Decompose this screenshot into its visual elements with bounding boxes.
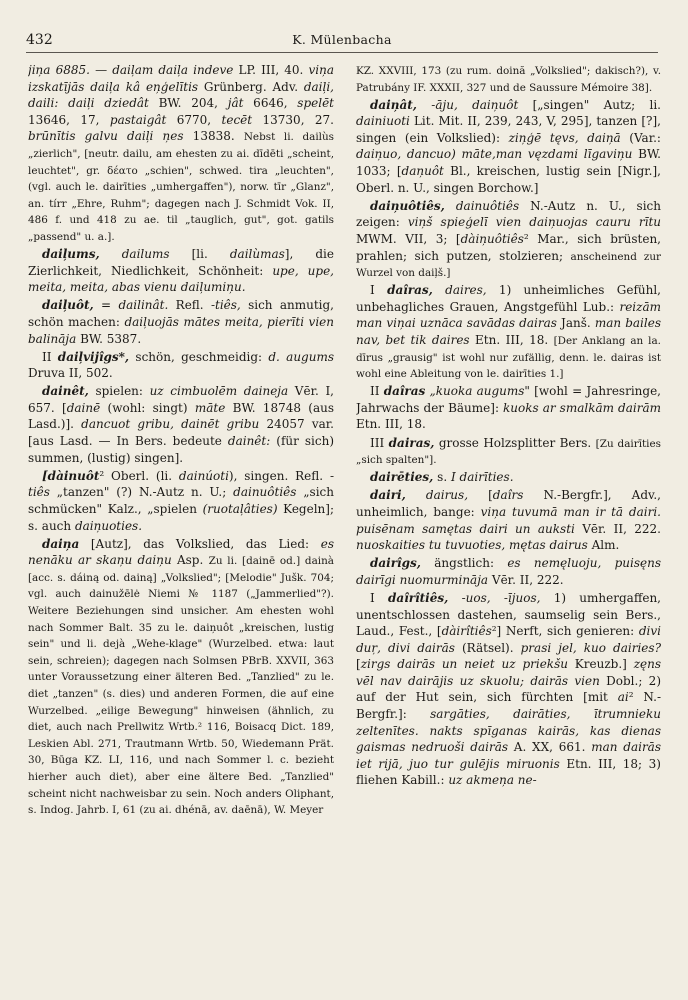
entry-text: grosse Holzsplitter Bers. — [434, 435, 596, 450]
entry-text: I — [370, 590, 389, 605]
entry-text: dailums — [121, 247, 170, 262]
entry-headword: dainêt, — [42, 384, 89, 399]
entry-text: III — [370, 435, 389, 450]
entry-text: (ruotaļâties) — [202, 501, 278, 516]
dictionary-entry — [356, 555, 661, 588]
entry-text — [448, 591, 461, 605]
entry-text: = — [93, 298, 119, 313]
entry-text: daiņuo, dancuo) māte,man vęzdami līgaviņu — [356, 147, 633, 162]
entry-text: daiļi, daili: daiļi dziedât — [28, 79, 334, 111]
entry-text: [li. — [169, 247, 230, 262]
entry-text: II — [42, 349, 58, 364]
entry-text: (wohl: singt) — [100, 400, 195, 415]
dictionary-entry — [356, 435, 661, 468]
dictionary-entry — [356, 62, 661, 95]
entry-text: BW. 5387. — [76, 331, 142, 346]
dictionary-entry — [356, 97, 661, 197]
entry-text: ² Mar., sich brüsten, prahlen; sich putzen, stolzieren; — [356, 231, 661, 263]
page-number: 432 — [26, 32, 53, 48]
entry-text: (Rätsel). — [454, 640, 521, 655]
entry-text: LP. III, 40. — [233, 63, 309, 77]
entry-text: Alm. — [587, 538, 620, 553]
dictionary-entry — [28, 62, 334, 245]
entry-text — [458, 98, 472, 112]
entry-text: uz cimbuolēm daineja — [149, 384, 289, 399]
dictionary-entry — [28, 468, 334, 534]
entry-text: dainuôtiês — [233, 485, 297, 500]
dictionary-entry — [356, 198, 661, 281]
entry-text: Refl. — [168, 298, 211, 313]
entry-text: 1) unheimliches Gefühl, unbehagliches Grauen, Angstgefühl Lub.: — [356, 283, 661, 314]
entry-text: Lit. Mit. II, 239, 243, V, 295], tanzen [?], singen (ein Volkslied): — [356, 114, 661, 145]
entry-text: daiļuojās mātes meita, pierīti vien balināja — [28, 314, 334, 346]
entry-text: man dairās iet rijā, juo tur gulējis miruonis — [356, 740, 661, 771]
entry-text: upe, upe, meita, meita, abas vienu daiļumiņu. — [28, 263, 334, 295]
entry-text: 6646, — [243, 96, 298, 111]
entry-text: 13838. — [183, 129, 244, 144]
page-header — [26, 28, 658, 53]
entry-text: dancuot gribu, dainēt gribu — [81, 417, 260, 432]
entry-text: Etn. III, 18. — [356, 417, 426, 432]
entry-text: Druva II, 502. — [28, 366, 113, 381]
entry-text: daîrs — [492, 488, 524, 503]
entry-text: -āju, — [431, 97, 458, 112]
entry-text: Vēr. I, 657. [ — [28, 384, 334, 415]
entry-text: ), singen. Refl. — [228, 468, 330, 483]
entry-text: [ — [356, 657, 361, 672]
entry-text: Vēr. II, 222. — [488, 572, 564, 587]
entry-text: schön, geschmeidig: — [129, 349, 269, 364]
entry-text: spielen: — [88, 384, 150, 399]
entry-text: BW. 1033; [ — [356, 147, 661, 179]
entry-text: 24057 var. [aus Lasd. — In Bers. bedeute — [28, 417, 334, 449]
entry-text: s. — [433, 470, 451, 485]
entry-text: Etn. III, 18; 3) fliehen Kabill.: — [356, 756, 661, 788]
entry-text: N.-Bergfr.], Adv., unheimlich, bange: — [356, 488, 661, 519]
etymology-note: Zu li. [dainē od.] dainà [acc. s. dáiną od. dainą] „Volkslied"; [Melodie" Jušk. 704; vgl. auch dainužēlė Niemi № 1187 („Jammerlied"?). Weitere Beziehungen sind unsicher. Am ehesten wohl nach Sommer Balt. 35 zu le. daiņuôt „kreischen, lustig sein" und li. dejà „Wehe-klage" (Wurzelbed. etwa: laut sein, schreien); dagegen nach Solmsen PBrB. XXVII, 363 unter Voraussetzung einer älteren Bed. „Tanzlied" zu le. diet „tanzen" (s. dies) und anderen Formen, die auf eine Wurzelbed. „eilige Bewegung" hinweisen (ähnlich, zu diet, auch nach Prellwitz Wrtb.² 116, Boisacq Dict. 189, Leskien Abl. 271, Trautmann Wrtb. 50, Wiedemann Prät. 30, Būga KZ. LI, 116, und nach Sommer l. c. bezieht hierher auch diet), aber eine ältere Bed. „Tanzlied" scheint nicht nachweisbar zu sein. Noch anders Oliphant, s. Indog. Jahrb. I, 61 (zu ai. dhénā, av. daēnā), W. Meyer — [28, 555, 334, 817]
entry-text: [Autz], das Volkslied, das Lied: — [79, 536, 321, 551]
entry-text: māte — [194, 400, 226, 415]
dictionary-entry — [28, 383, 334, 466]
entry-text: kuoks ar smalkām dairām — [503, 400, 661, 415]
entry-text: reizām man viņai uznāca savādas dairas — [356, 299, 661, 331]
entry-text: uz akmeņa ne- — [448, 773, 537, 788]
entry-text: dainúoti — [178, 468, 229, 483]
entry-text: Kegeln]; s. auch — [28, 501, 334, 533]
entry-text: MWM. VII, 3; [ — [356, 231, 461, 246]
entry-text: Dobl.; 2) auf der Hut sein, sich fürchten [mit — [356, 673, 661, 705]
entry-text: ² N.-Bergfr.]: — [356, 690, 661, 722]
entry-text: dainiuoti — [356, 114, 410, 129]
entry-text: zęns vēl nav dairājis uz skuolu; dairās vien — [356, 657, 661, 688]
dictionary-entry — [28, 297, 334, 347]
entry-text: dàirîtiês — [441, 624, 492, 639]
entry-text: daņuôt — [401, 164, 444, 179]
entry-text: dainêt: — [227, 434, 271, 449]
entry-headword: daiļvijîgs*, — [57, 349, 130, 364]
entry-text: daiņuoties. — [74, 518, 143, 533]
dictionary-entry — [356, 383, 661, 433]
etymology-note: [Zu dairīties „sich spalten"]. — [356, 437, 661, 467]
dictionary-entry — [356, 590, 661, 789]
entry-text: dailùmas — [229, 247, 285, 262]
entry-headword: daiņât, — [370, 97, 417, 112]
entry-text: dàiņuôtiês — [460, 231, 524, 246]
entry-text: spelēt — [297, 96, 334, 111]
entry-text: nuoskaities tu tuvuoties, mętas dairus — [356, 538, 588, 553]
etymology-note: KZ. XXVIII, 173 (zu rum. doină „Volkslied"; dakisch?), v. Patrubány IF. XXXII, 327 und de Saussure Mémoire 38]. — [356, 65, 661, 94]
entry-text: Bl., kreischen, lustig sein [Nigr.], Oberl. n. U., singen Borchow.] — [356, 164, 661, 195]
entry-text: dairus, — [425, 488, 469, 503]
entry-text: -tiês — [28, 468, 334, 500]
entry-text: Kreuzb.] — [567, 657, 634, 672]
entry-headword: daiņuôtiês, — [370, 198, 445, 213]
right-column — [356, 62, 661, 976]
entry-text: „tanzen" (?) N.-Autz n. U.; — [49, 485, 234, 500]
entry-text: [wohl = Jahresringe, Jahrwachs der Bäume]: — [356, 384, 661, 415]
entry-text: [„singen" Autz; li. — [518, 97, 661, 112]
entry-text: sargāties, dairāties, ītrumnieku zeltenītes. nakts spīganas kairās, kas dienas gaismas nedruoši dairās — [356, 707, 661, 755]
entry-text: II — [370, 384, 384, 399]
entry-text: 1) umhergaffen, unentschlossen dastehen, saumselig sein Bers., Laud., Fest., [ — [356, 590, 661, 639]
entry-text: ängstlich: — [420, 556, 508, 571]
entry-text: jât — [227, 96, 244, 111]
dictionary-entry — [28, 536, 334, 818]
entry-text: dailinât. — [118, 298, 169, 313]
entry-headword: daîras — [383, 384, 426, 399]
etymology-note: Nebst li. dailùs „zierlich", [neutr. dailu, am ehesten zu ai. dīdēti „scheint, leuchtet", gr. δέατο „schien", schwed. tira „leuchten", (vgl. auch le. dairīties „umhergaffen"), norw. tīr „Glanz", an. tírr „Ehre, Ruhm"; dagegen nach J. Schmidt Vok. II, 486 f. und 418 zu ae. til „tauglich, gut", got. gatils „passend" u. a.]. — [28, 131, 334, 243]
entry-text: (für sich) summen, (lustig) singen]. — [28, 434, 334, 465]
dictionary-entry — [356, 487, 661, 553]
entry-text: daires, — [445, 283, 487, 298]
entry-text: 13730, 27. — [252, 112, 334, 127]
entry-text: (Var.: — [620, 130, 661, 145]
entry-text: prasi jel, kuo dairies? — [520, 640, 661, 655]
entry-headword: daîras, — [387, 283, 433, 298]
entry-text: man bailes nav, bet tik daires — [356, 316, 661, 347]
entry-text: ²] Nerft, sich genieren: — [491, 624, 639, 639]
entry-text: BW. 18748 (aus Lasd.)]. — [28, 400, 334, 432]
entry-headword: daiļums, — [42, 247, 100, 262]
entry-text: [ — [468, 488, 493, 503]
entry-text: ziņģē tęvs, daiņā — [508, 130, 621, 145]
etymology-note: anscheinend zur Wurzel von daiļš.] — [356, 250, 661, 280]
dictionary-entry — [356, 282, 661, 382]
entry-text: viņa tuvumā man ir tā dairi. puisēnam samętas dairi un auksti — [356, 504, 661, 536]
entry-headword: dairas, — [388, 435, 435, 450]
entry-text: I — [370, 283, 388, 298]
etymology-note: [Der Anklang an la. dīrus „grausig" ist wohl nur zufällig, denn. le. dairas ist wohl eine Ableitung von le. dairīties 1.] — [356, 335, 661, 381]
entry-text: viņa izskatījās daiļa kâ eņģelītis — [28, 63, 334, 94]
entry-headword: dairîgs, — [370, 556, 421, 571]
entry-text: dainē — [66, 400, 101, 415]
entry-text: es nenāku ar skaņu daiņu — [28, 536, 334, 568]
entry-text: Janš. — [556, 316, 595, 331]
entry-text: BW. 204, — [148, 96, 228, 111]
entry-text: Grünberg. Adv. — [198, 79, 304, 94]
left-column — [28, 62, 334, 976]
entry-text: ² Oberl. (li. — [99, 468, 179, 483]
entry-text: jiņa 6885. — daiļam daiļa indeve — [28, 63, 234, 77]
entry-text: 6770, — [166, 112, 222, 127]
entry-text: N.-Autz n. U., sich zeigen: — [356, 198, 661, 230]
entry-text: es nemęluoju, puisęns dairīgi nuomurmināja — [356, 556, 661, 587]
entry-headword: daiņa — [42, 536, 80, 551]
entry-text: -uos, -ījuos, — [461, 590, 541, 605]
entry-headword: [dàinuôt — [42, 468, 100, 483]
entry-text: Etn. III, 18. — [469, 333, 554, 347]
entry-text: „sich schmücken" Kalz., „spielen — [28, 485, 334, 516]
entry-text: Asp. — [171, 553, 209, 568]
entry-text: 13646, 17, — [28, 112, 110, 127]
entry-text: brūnītis galvu daiļi ņes — [28, 129, 184, 144]
entry-text: ai — [617, 690, 629, 705]
entry-text — [417, 98, 431, 112]
entry-text: zirgs dairās un neiet uz priekšu — [360, 657, 568, 672]
entry-text: I dairīties. — [450, 470, 514, 485]
entry-text: tecēt — [221, 112, 253, 127]
entry-text: „kuoka augums" — [429, 384, 530, 399]
dictionary-entry — [28, 349, 334, 382]
entry-headword: daîrîtiês, — [388, 590, 449, 605]
entry-text: ], die Zierlichkeit, Niedlichkeit, Schönheit: — [28, 247, 334, 278]
entry-text: pastaigât — [109, 112, 167, 127]
entry-text — [406, 488, 426, 502]
entry-text: -tiês, — [210, 298, 241, 313]
entry-text: d. augums — [268, 349, 334, 364]
entry-headword: dairēties, — [370, 470, 434, 485]
entry-text: viņš spieģelī vien daiņuojas cauru rītu — [407, 215, 661, 230]
entry-text: A. XX, 661. — [508, 740, 592, 755]
entry-text — [445, 199, 456, 213]
entry-headword: daiļuôt, — [42, 298, 94, 313]
entry-text: divi duŗ, divi dairās — [356, 624, 661, 655]
entry-text: sich anmutig, schön machen: — [28, 298, 334, 329]
entry-text — [433, 283, 445, 297]
entry-headword: dairi, — [370, 488, 406, 503]
running-title: K. Mülenbacha — [292, 32, 392, 47]
entry-text: Vēr. II, 222. — [574, 521, 661, 536]
dictionary-entry — [28, 246, 334, 296]
dictionary-entry — [356, 469, 661, 486]
entry-text: dainuôtiês — [455, 198, 520, 213]
entry-text — [100, 247, 122, 261]
entry-text: daiņuôt — [472, 97, 519, 112]
